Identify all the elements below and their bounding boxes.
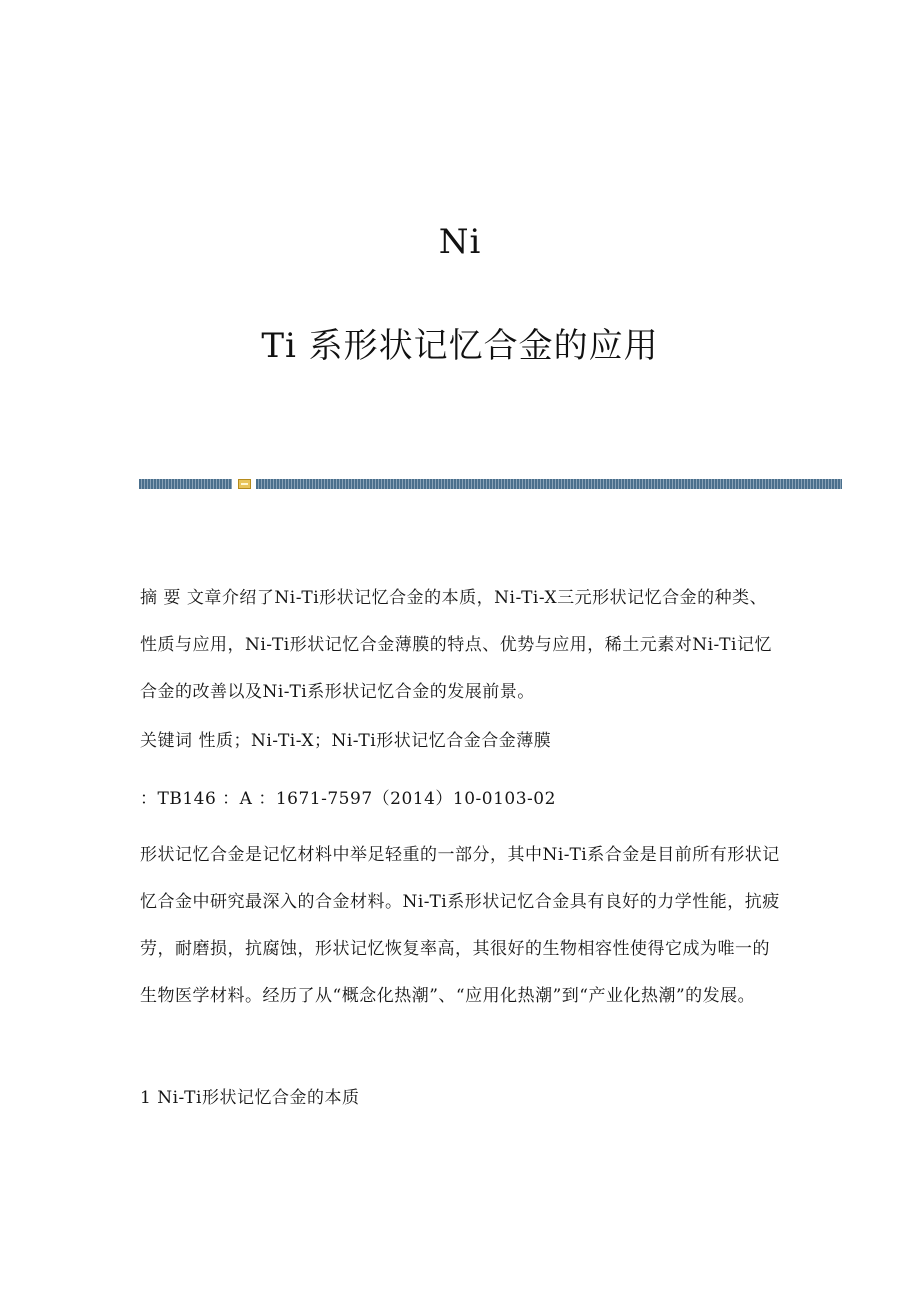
divider-bar-right [256,479,842,489]
keywords [140,729,780,753]
abstract-label: 摘 要 [140,588,181,608]
body-paragraph: 形状记忆合金是记忆材料中举足轻重的一部分，其中Ni-Ti系合金是目前所有形状记忆合金中研究最深入的合金材料。Ni-Ti系形状记忆合金具有良好的力学性能，抗疲劳，耐磨损，抗腐蚀，形状记忆恢复率高，其很好的生物相容性使得它成为唯一的生物医学材料。经历了从“概念化热潮”、“应用化热潮”到“产业化热潮”的发展。 [140,845,780,1006]
divider-bar-left [139,479,232,489]
abstract-text: 文章介绍了Ni-Ti形状记忆合金的本质，Ni-Ti-X三元形状记忆合金的种类、性质与应用，Ni-Ti形状记忆合金薄膜的特点、优势与应用，稀土元素对Ni-Ti记忆合金的改善以及Ni-Ti系形状记忆合金的发展前景。 [140,588,772,702]
title-line-2: Ti 系形状记忆合金的应用 [261,326,659,366]
section-heading: 1 Ni-Ti形状记忆合金的本质 [140,1088,360,1108]
title-line-1: Ni [438,222,482,262]
title-divider [139,479,842,489]
classification-info: ：TB146 ：A ：1671-7597（2014）10-0103-02 [140,789,556,809]
divider-ornament-icon [238,479,251,489]
abstract [140,575,780,716]
keywords-text: 性质；Ni-Ti-X；Ni-Ti形状记忆合金合金薄膜 [198,731,552,751]
keywords-label: 关键词 [140,731,193,751]
